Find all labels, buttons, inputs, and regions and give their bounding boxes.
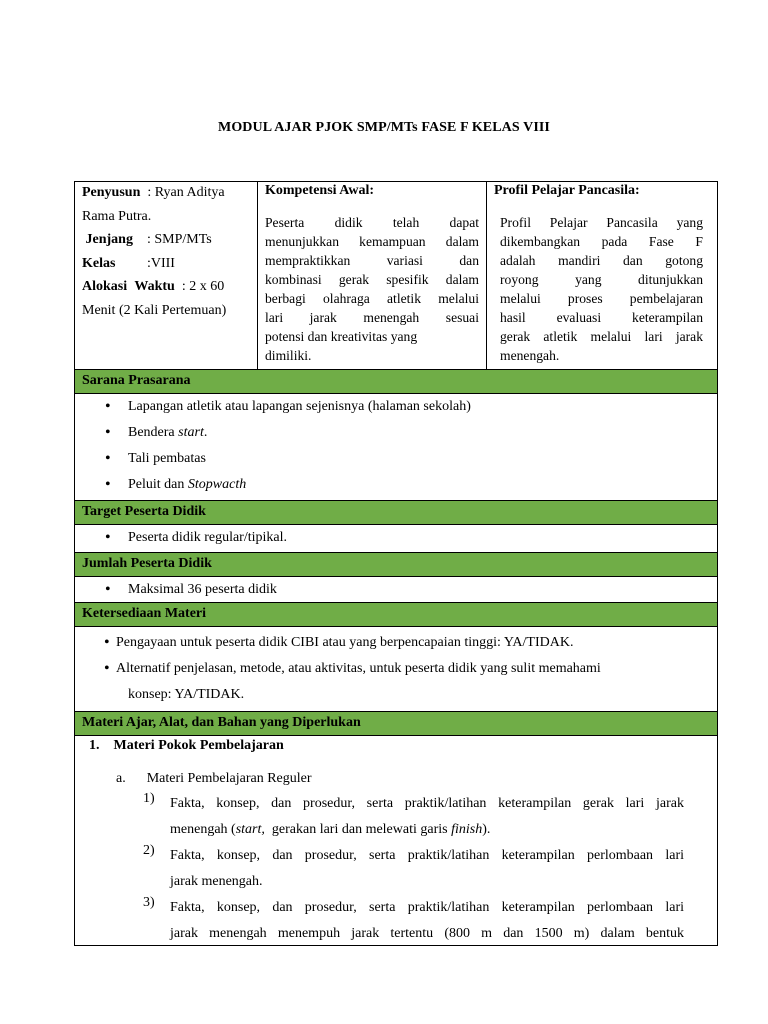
kompetensi-line: lari jarak menengah sesuai <box>265 310 479 325</box>
sarana-list <box>75 394 717 498</box>
heading-text: Materi Pokok Pembelajaran <box>113 738 284 753</box>
profil-line: hasil evaluasi keterampilan <box>500 310 703 325</box>
item-italic: start, <box>235 822 265 837</box>
sarana-header: Sarana Prasarana <box>75 370 717 394</box>
target-list <box>75 525 717 551</box>
kelas-line <box>82 252 250 276</box>
jumlah-list <box>75 577 717 603</box>
sarana-body <box>75 394 717 501</box>
ketersediaan-body <box>75 627 717 712</box>
jumlah-body <box>75 577 717 603</box>
jenjang-line <box>82 228 250 252</box>
sub-label: a. <box>116 771 126 786</box>
item-number: 2) <box>143 843 155 858</box>
alokasi-value: : 2 x 60 <box>181 279 225 294</box>
list-item-tail: . <box>203 425 208 440</box>
item-number: 3) <box>143 895 155 910</box>
kompetensi-line: mempraktikkan variasi dan <box>265 253 479 268</box>
materi-pokok-heading <box>75 736 717 756</box>
item-text: gerakan lari dan melewati garis <box>264 822 452 837</box>
penyusun-value-cont: Rama Putra. <box>82 208 152 224</box>
profil-line: adalah mandiri dan gotong <box>500 253 703 268</box>
document-title: MODUL AJAR PJOK SMP/MTs FASE F KELAS VIII <box>218 120 550 135</box>
item-line: Fakta, konsep, dan prosedur, serta praktik/latihan keterampilan gerak lari jarak <box>170 796 684 811</box>
identity-cell <box>75 182 258 369</box>
item-line: Fakta, konsep, dan prosedur, serta praktik/latihan keterampilan perlombaan lari <box>170 900 684 915</box>
list-item <box>75 791 717 843</box>
list-item-italic: Stopwacth <box>187 477 247 492</box>
kompetensi-line: Peserta didik telah dapat <box>265 215 479 230</box>
kompetensi-line: dimiliki. <box>265 348 312 363</box>
jenjang-value: : SMP/MTs <box>146 232 212 247</box>
penyusun-line <box>82 181 250 205</box>
list-item <box>75 420 717 446</box>
list-item: • Lapangan atletik atau lapangan sejenisnya (halaman sekolah) <box>75 394 717 420</box>
jumlah-header: Jumlah Peserta Didik <box>75 553 717 577</box>
profil-text <box>494 213 710 365</box>
heading-number: 1. <box>89 738 100 753</box>
sub-title: Materi Pembelajaran Reguler <box>146 771 312 786</box>
list-item <box>75 895 717 947</box>
module-table <box>74 181 718 946</box>
profil-line: royong yang ditunjukkan <box>500 272 703 287</box>
alokasi-label: Alokasi Waktu <box>82 279 175 294</box>
kompetensi-line: berbagi olahraga atletik melalui <box>265 291 479 306</box>
item-line: jarak menengah. <box>170 874 263 889</box>
list-item: • Peserta didik regular/tipikal. <box>75 525 717 551</box>
profil-line: melalui proses pembelajaran <box>500 291 703 306</box>
profil-line: dikembangkan pada Fase F <box>500 234 703 249</box>
item-line <box>170 817 684 843</box>
profil-line: menengah. <box>500 348 560 363</box>
kompetensi-cell <box>258 182 487 369</box>
target-header: Target Peserta Didik <box>75 501 717 525</box>
kelas-value: :VIII <box>146 255 175 271</box>
list-item-text: Bendera <box>128 425 179 440</box>
kompetensi-line: menunjukkan kemampuan dalam <box>265 234 479 249</box>
profil-line: gerak atletik melalui lari jarak <box>500 329 703 344</box>
kompetensi-line: kombinasi gerak spesifik dalam <box>265 272 479 287</box>
list-item: • Maksimal 36 peserta didik <box>75 577 717 603</box>
alokasi-value-cont: Menit (2 Kali Pertemuan) <box>82 302 227 318</box>
target-body <box>75 525 717 553</box>
materi-body <box>75 736 717 945</box>
ketersediaan-header: Ketersediaan Materi <box>75 603 717 627</box>
item-text: menengah ( <box>170 822 236 837</box>
identity-row <box>75 182 717 370</box>
list-item: • Alternatif penjelasan, metode, atau aktivitas, untuk peserta didik yang sulit memahami <box>75 656 717 682</box>
kelas-label: Kelas <box>82 255 116 271</box>
penyusun-label: Penyusun <box>82 185 141 200</box>
item-line: jarak menengah menempuh jarak tertentu (800 m dan 1500 m) dalam bentuk <box>170 926 684 941</box>
penyusun-value: : Ryan Aditya <box>147 185 225 200</box>
item-number: 1) <box>143 791 155 806</box>
alokasi-line <box>82 275 250 299</box>
kompetensi-text <box>265 213 479 365</box>
item-italic: finish <box>451 822 483 837</box>
list-item <box>75 843 717 895</box>
sub-heading-a <box>75 767 717 791</box>
list-item-italic: start <box>178 425 204 440</box>
item-text: ). <box>482 822 491 837</box>
list-item-cont: konsep: YA/TIDAK. <box>128 687 245 702</box>
ketersediaan-list <box>75 630 717 682</box>
profil-line: Profil Pelajar Pancasila yang <box>500 215 703 230</box>
jenjang-label: Jenjang <box>85 232 133 247</box>
kompetensi-header: Kompetensi Awal: <box>265 183 375 198</box>
profil-cell <box>487 182 717 369</box>
list-item <box>75 472 717 498</box>
list-item-text: Peluit dan <box>128 477 188 492</box>
materi-header: Materi Ajar, Alat, dan Bahan yang Diperlukan <box>75 712 717 736</box>
kompetensi-line: potensi dan kreativitas yang <box>265 329 418 344</box>
list-item: • Tali pembatas <box>75 446 717 472</box>
list-item: • Pengayaan untuk peserta didik CIBI atau yang berpencapaian tinggi: YA/TIDAK. <box>75 630 717 656</box>
profil-header: Profil Pelajar Pancasila: <box>494 183 640 198</box>
item-line: Fakta, konsep, dan prosedur, serta praktik/latihan keterampilan perlombaan lari <box>170 848 684 863</box>
